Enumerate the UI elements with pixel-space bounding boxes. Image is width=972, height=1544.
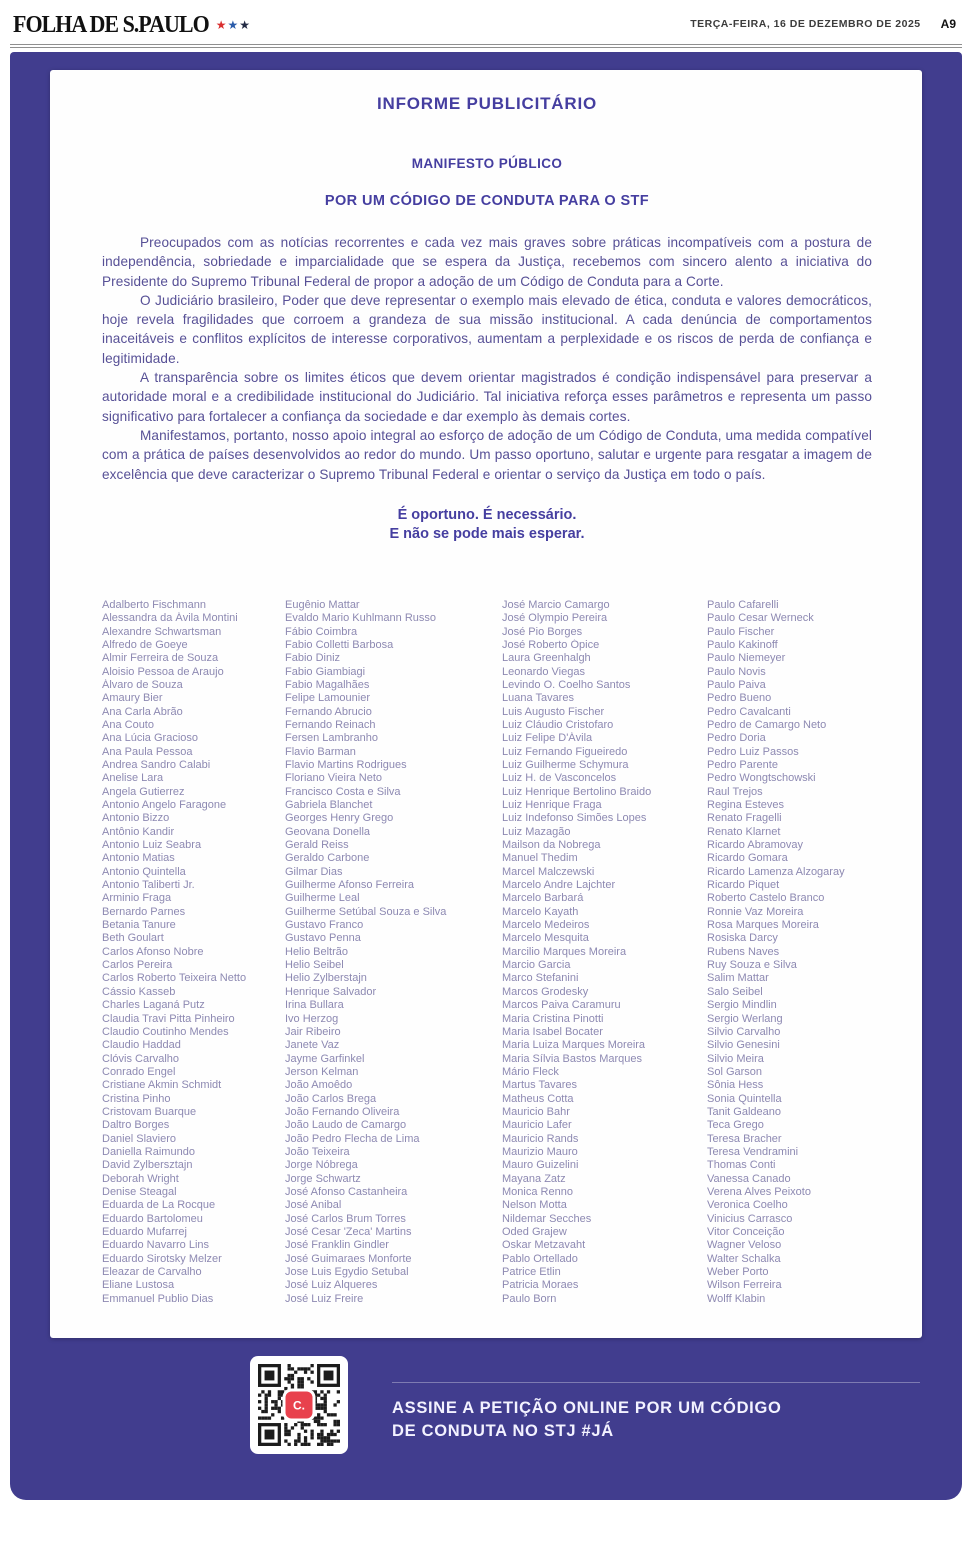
cta-line: DE CONDUTA NO STJ #JÁ — [392, 1422, 614, 1441]
signatory-name: Pedro Bueno — [707, 692, 772, 705]
manifesto-body — [102, 233, 872, 484]
signatory-name: Mauricio Bahr — [502, 1105, 570, 1118]
signatory-name: Carlos Roberto Teixeira Netto — [102, 972, 247, 985]
signatory-name: Daltro Borges — [102, 1119, 170, 1132]
signatory-name: Georges Henry Grego — [285, 812, 394, 825]
signatory-name: Gustavo Franco — [285, 919, 364, 932]
signatory-name: Eliane Lustosa — [102, 1279, 175, 1292]
signatory-name: Claudio Coutinho Mendes — [102, 1025, 229, 1038]
signatory-name: Fernando Abrucio — [285, 705, 372, 718]
signatory-name: Eduardo Bartolomeu — [102, 1212, 203, 1225]
signatory-name: Gilmar Dias — [285, 865, 343, 878]
star-icon: ★ — [239, 18, 250, 32]
signatory-name: Nelson Motta — [502, 1199, 567, 1212]
signatory-name: Ronnie Vaz Moreira — [707, 905, 804, 918]
signatory-name: Ana Paula Pessoa — [102, 745, 193, 758]
signatory-name: Vitor Conceição — [707, 1226, 785, 1239]
signatory-name: Mauricio Lafer — [502, 1119, 572, 1132]
signatory-name: Patrice Etlin — [502, 1266, 561, 1279]
signatory-name: Guilherme Leal — [285, 892, 360, 905]
signatory-name: Clóvis Carvalho — [102, 1052, 180, 1065]
signatory-name: Marcilio Marques Moreira — [502, 945, 627, 958]
signatory-name: Regina Esteves — [707, 799, 785, 812]
ad-kicker: INFORME PUBLICITÁRIO — [377, 94, 597, 113]
signatory-name: Renato Fragelli — [707, 812, 782, 825]
signatory-name: Luiz H. de Vasconcelos — [502, 772, 617, 785]
signatory-name: Marcio Garcia — [502, 959, 571, 972]
signatory-name: Luiz Felipe D'Ávila — [502, 732, 593, 745]
signatory-name: Guilherme Setúbal Souza e Silva — [285, 905, 447, 918]
manifesto-subtitle: POR UM CÓDIGO DE CONDUTA PARA O STF — [324, 193, 650, 209]
signatories-column-3 — [502, 599, 707, 1306]
signatory-name: Patricia Moraes — [502, 1279, 579, 1292]
signatory-name: Mayana Zatz — [502, 1172, 566, 1185]
signatory-name: Rosa Marques Moreira — [707, 919, 819, 932]
signatory-name: Luiz Guilherme Schymura — [502, 758, 629, 771]
signatory-name: Marcelo Kayath — [502, 905, 579, 918]
signatory-name: João Amoêdo — [285, 1079, 353, 1092]
signatory-name: Laura Greenhalgh — [502, 652, 591, 665]
signatory-name: Cristovam Buarque — [102, 1105, 197, 1118]
signatory-name: Gabriela Blanchet — [285, 799, 373, 812]
signatory-name: Antonio Matias — [102, 852, 175, 865]
signatory-name: Antônio Kandir — [102, 825, 175, 838]
signatory-name: Jose Luis Egydio Setubal — [285, 1266, 409, 1279]
signatory-name: Walter Schalka — [707, 1252, 781, 1265]
signatory-name: Luiz Indefonso Simões Lopes — [502, 812, 647, 825]
signatory-name: Guilherme Afonso Ferreira — [285, 879, 414, 892]
signatory-name: Flavio Martins Rodrigues — [285, 758, 407, 771]
signatory-name: Carlos Afonso Nobre — [102, 945, 204, 958]
signatory-name: Luiz Cláudio Cristofaro — [502, 718, 614, 731]
signatory-name: Ricardo Gomara — [707, 852, 788, 865]
signatory-name: Oded Grajew — [502, 1226, 567, 1239]
signatory-name: Ivo Herzog — [285, 1012, 339, 1025]
signatory-name: Jayme Garfinkel — [285, 1052, 365, 1065]
closing-line: É oportuno. É necessário. — [397, 506, 577, 523]
signatory-name: Conrado Engel — [102, 1065, 176, 1078]
signatory-name: Teresa Bracher — [707, 1132, 782, 1145]
signatory-name: Almir Ferreira de Souza — [102, 652, 219, 665]
signatory-name: Veronica Coelho — [707, 1199, 788, 1212]
signatory-name: Paulo Born — [502, 1292, 557, 1305]
signatory-name: Eleazar de Carvalho — [102, 1266, 202, 1279]
signatory-name: Denise Steagal — [102, 1185, 177, 1198]
signatory-name: João Teixeira — [285, 1145, 350, 1158]
signatory-name: Ricardo Piquet — [707, 879, 780, 892]
signatory-name: Charles Laganá Putz — [102, 999, 205, 1012]
signatory-name: Roberto Castelo Branco — [707, 892, 825, 905]
signatory-name: Leonardo Viegas — [502, 665, 585, 678]
signatory-name: Marcelo Andre Lajchter — [502, 879, 616, 892]
signatory-name: Cristina Pinho — [102, 1092, 171, 1105]
signatory-name: Gerald Reiss — [285, 839, 349, 852]
manifesto-card — [50, 70, 922, 1338]
signatory-name: José Franklin Gindler — [285, 1239, 389, 1252]
signatory-name: Beth Goulart — [102, 932, 164, 945]
signatory-name: Silvio Carvalho — [707, 1025, 781, 1038]
signatory-name: Daniel Slaviero — [102, 1132, 176, 1145]
signatory-name: Sol Garson — [707, 1065, 763, 1078]
signatory-name: Fernando Reinach — [285, 718, 376, 731]
signatory-name: Carlos Pereira — [102, 959, 173, 972]
signatory-name: Teresa Vendramini — [707, 1145, 799, 1158]
signatory-name: José Cesar 'Zeca' Martins — [285, 1226, 412, 1239]
signatory-name: Nildemar Secches — [502, 1212, 592, 1225]
signatory-name: Antonio Luiz Seabra — [102, 839, 202, 852]
signatory-name: Paulo Cesar Werneck — [707, 612, 814, 625]
manifesto-paragraph: O Judiciário brasileiro, Poder que deve representar o exemplo mais elevado de ética, conduta e valores democráticos, hoje revela fragilidades que corroem a grandeza de sua missão institucional. A cada denúncia de comportamentos inaceitáveis e conflitos explícitos de interesse corporativos, aumentam a perplexidade e os riscos de perda de confiança e legitimidade. — [102, 292, 872, 366]
signatory-name: Geovana Donella — [285, 825, 371, 838]
signatory-name: Antonio Taliberti Jr. — [102, 879, 195, 892]
signatory-name: Fabio Giambiagi — [285, 665, 366, 678]
signatory-name: Antonio Angelo Faragone — [102, 799, 227, 812]
signatory-name: Luis Augusto Fischer — [502, 705, 605, 718]
manifesto-paragraph: Manifestamos, portanto, nosso apoio integral ao esforço de adoção de um Código de Conduta, uma medida compatível com a prática de países desenvolvidos ao redor do mundo. Um passo oportuno, salutar e urgente para resgatar a imagem de excelência que deve caracterizar o Supremo Tribunal Federal e orientar o serviço da Justiça em todo o país. — [102, 427, 872, 482]
signatory-name: Levindo O. Coelho Santos — [502, 678, 631, 691]
cta-text-block — [392, 1356, 920, 1443]
signatory-name: Maria Isabel Bocater — [502, 1025, 603, 1038]
signatory-name: Ana Couto — [102, 718, 154, 731]
signatory-name: Helio Seibel — [285, 959, 344, 972]
signatory-name: Matheus Cotta — [502, 1092, 574, 1105]
signatory-name: Thomas Conti — [707, 1159, 776, 1172]
signatory-name: Fersen Lambranho — [285, 732, 378, 745]
signatory-name: Amaury Bier — [102, 692, 163, 705]
signatory-name: Eduardo Navarro Lins — [102, 1239, 210, 1252]
signatory-name: Maria Cristina Pinotti — [502, 1012, 604, 1025]
signatory-name: Eduarda de La Rocque — [102, 1199, 216, 1212]
signatory-name: Fábio Coimbra — [285, 625, 358, 638]
signatory-name: Emmanuel Publio Dias — [102, 1292, 214, 1305]
page-number: A9 — [940, 17, 956, 31]
signatory-name: Eduardo Mufarrej — [102, 1226, 187, 1239]
signatory-name: Paulo Cafarelli — [707, 598, 779, 611]
signatory-name: Antonio Quintella — [102, 865, 186, 878]
signatory-name: Marco Stefanini — [502, 972, 579, 985]
signatory-name: João Fernando Oliveira — [285, 1105, 400, 1118]
signatory-name: José Roberto Ópice — [502, 638, 600, 651]
signatory-name: Sonia Quintella — [707, 1092, 782, 1105]
signatory-name: Antonio Bizzo — [102, 812, 170, 825]
star-icon: ★ — [227, 18, 239, 32]
signatory-name: Marcelo Medeiros — [502, 919, 590, 932]
signatory-name: Eugênio Mattar — [285, 598, 360, 611]
petition-cta — [250, 1356, 920, 1454]
signatory-name: Helio Beltrão — [285, 945, 348, 958]
manifesto-paragraph: Preocupados com as notícias recorrentes e cada vez mais graves sobre práticas incompatíveis com a postura de independência, sobriedade e imparcialidade que se espera da Justiça, recebemos com sincero alento a iniciativa do Presidente do Supremo Tribunal Federal de propor a adoção de um Código de Conduta para a Corte. — [102, 235, 872, 289]
signatories-column-4 — [707, 599, 872, 1306]
closing-line: E não se pode mais esperar. — [389, 526, 585, 543]
signatory-name: Monica Renno — [502, 1185, 573, 1198]
signatory-name: Jair Ribeiro — [285, 1025, 341, 1038]
signatory-name: Paulo Novis — [707, 665, 766, 678]
signatory-name: Helio Zylberstajn — [285, 972, 367, 985]
closing-statement — [102, 506, 872, 545]
signatory-name: Anelise Lara — [102, 772, 164, 785]
signatory-name: Irina Bullara — [285, 999, 344, 1012]
signatory-name: José Afonso Castanheira — [285, 1185, 408, 1198]
signatory-name: Gustavo Penna — [285, 932, 361, 945]
signatory-name: Adalberto Fischmann — [102, 598, 206, 611]
signatory-name: Angela Gutierrez — [102, 785, 185, 798]
signatory-name: Luiz Henrique Bertolino Braido — [502, 785, 652, 798]
signatory-name: Ana Carla Abrão — [102, 705, 183, 718]
signatory-name: Deborah Wright — [102, 1172, 179, 1185]
signatory-name: Marcel Malczewski — [502, 865, 595, 878]
advertisement-block — [10, 52, 962, 1500]
signatory-name: Raul Trejos — [707, 785, 763, 798]
signatory-name: Maurizio Mauro — [502, 1145, 578, 1158]
signatory-name: Ricardo Lamenza Alzogaray — [707, 865, 845, 878]
cta-line: ASSINE A PETIÇÃO ONLINE POR UM CÓDIGO — [392, 1399, 782, 1418]
signatory-name: Andrea Sandro Calabi — [102, 758, 211, 771]
manifesto-paragraph: A transparência sobre os limites éticos que devem orientar magistrados é condição indispensável para preservar a autoridade moral e a credibilidade institucional do Judiciário. Tal iniciativa reforça esses parâmetros e representa um passo significativo para fortalecer a confiança da sociedade e dar exemplo às demais cortes. — [102, 370, 872, 424]
signatory-name: Paulo Paiva — [707, 678, 766, 691]
signatory-name: Marcos Grodesky — [502, 985, 589, 998]
signatory-name: Wilson Ferreira — [707, 1279, 782, 1292]
signatory-name: José Anibal — [285, 1199, 342, 1212]
signatory-name: João Laudo de Camargo — [285, 1119, 407, 1132]
signatory-name: Claudio Haddad — [102, 1039, 181, 1052]
signatory-name: José Luiz Freire — [285, 1292, 364, 1305]
signatory-name: Fabio Colletti Barbosa — [285, 638, 394, 651]
signatory-name: Henrique Salvador — [285, 985, 377, 998]
signatories-column-1 — [102, 599, 285, 1306]
signatory-name: Rosiska Darcy — [707, 932, 778, 945]
signatory-name: Francisco Costa e Silva — [285, 785, 401, 798]
signatory-name: Silvio Genesini — [707, 1039, 780, 1052]
signatory-name: Aloisio Pessoa de Araujo — [102, 665, 224, 678]
signatory-name: Fabio Magalhães — [285, 678, 370, 691]
signatory-name: João Carlos Brega — [285, 1092, 377, 1105]
signatory-name: Jorge Nóbrega — [285, 1159, 358, 1172]
signatory-name: José Olympio Pereira — [502, 612, 608, 625]
signatory-name: Pedro de Camargo Neto — [707, 718, 827, 731]
newspaper-masthead — [0, 0, 972, 42]
signatory-name: Arminio Fraga — [102, 892, 172, 905]
signatory-name: Jerson Kelman — [285, 1065, 359, 1078]
signatories-column-2 — [285, 599, 502, 1306]
signatory-name: José Carlos Brum Torres — [285, 1212, 406, 1225]
signatory-name: Eduardo Sirotsky Melzer — [102, 1252, 222, 1265]
signatory-name: Pedro Luiz Passos — [707, 745, 799, 758]
signatory-name: Wagner Veloso — [707, 1239, 782, 1252]
signatory-name: Ana Lúcia Gracioso — [102, 732, 198, 745]
signatory-name: Martus Tavares — [502, 1079, 577, 1092]
signatory-name: Betania Tanure — [102, 919, 176, 932]
signatory-name: José Luiz Alqueres — [285, 1279, 378, 1292]
signatory-name: Rubens Naves — [707, 945, 780, 958]
masthead-stars — [216, 16, 250, 32]
signatory-name: Ricardo Abramovay — [707, 839, 803, 852]
signatory-name: Teca Grego — [707, 1119, 764, 1132]
signatory-name: Pablo Ortellado — [502, 1252, 578, 1265]
signatory-name: Cássio Kasseb — [102, 985, 176, 998]
signatory-name: Maria Luiza Marques Moreira — [502, 1039, 646, 1052]
signatory-name: Alexandre Schwartsman — [102, 625, 222, 638]
signatory-name: Fabio Diniz — [285, 652, 341, 665]
edition-date: TERÇA-FEIRA, 16 DE DEZEMBRO DE 2025 — [690, 18, 921, 30]
signatory-name: Vinicius Carrasco — [707, 1212, 793, 1225]
signatory-name: Geraldo Carbone — [285, 852, 370, 865]
signatory-name: Janete Vaz — [285, 1039, 340, 1052]
cta-divider — [392, 1382, 920, 1383]
signatory-name: Marcos Paiva Caramuru — [502, 999, 621, 1012]
signatory-name: Marcelo Mesquita — [502, 932, 589, 945]
manifesto-title: MANIFESTO PÚBLICO — [411, 156, 563, 171]
signatory-name: Floriano Vieira Neto — [285, 772, 383, 785]
signatory-name: Alessandra da Ávila Montini — [102, 612, 238, 625]
masthead-divider — [10, 44, 962, 48]
signatory-name: Bernardo Parnes — [102, 905, 186, 918]
signatory-name: Renato Klarnet — [707, 825, 781, 838]
signatory-name: Mailson da Nobrega — [502, 839, 601, 852]
signatory-name: Evaldo Mario Kuhlmann Russo — [285, 612, 437, 625]
signatory-name: Paulo Niemeyer — [707, 652, 786, 665]
newspaper-logo: FOLHA DE S.PAULO — [13, 9, 209, 38]
signatory-name: Verena Alves Peixoto — [707, 1185, 811, 1198]
signatory-name: Álvaro de Souza — [102, 678, 183, 691]
signatory-name: Mário Fleck — [502, 1065, 559, 1078]
signatory-name: Vanessa Canado — [707, 1172, 791, 1185]
signatory-name: Alfredo de Goeye — [102, 638, 188, 651]
signatory-name: David Zylbersztajn — [102, 1159, 193, 1172]
cta-text — [392, 1397, 920, 1443]
signatory-name: Ruy Souza e Silva — [707, 959, 797, 972]
signatory-name: Sônia Hess — [707, 1079, 764, 1092]
signatory-name: Cristiane Akmin Schmidt — [102, 1079, 222, 1092]
signatory-name: José Marcio Camargo — [502, 598, 610, 611]
signatory-name: Sergio Werlang — [707, 1012, 783, 1025]
signatory-name: João Pedro Flecha de Lima — [285, 1132, 420, 1145]
signatory-name: Weber Porto — [707, 1266, 769, 1279]
signatory-name: Jorge Schwartz — [285, 1172, 361, 1185]
signatory-name: Paulo Fischer — [707, 625, 775, 638]
signatory-name: Paulo Kakinoff — [707, 638, 778, 651]
signatory-name: Sergio Mindlin — [707, 999, 777, 1012]
signatory-name: Pedro Wongtschowski — [707, 772, 816, 785]
star-icon: ★ — [215, 18, 227, 32]
signatory-name: Oskar Metzavaht — [502, 1239, 586, 1252]
signatory-name: Salim Mattar — [707, 972, 769, 985]
signatory-name: Maria Sílvia Bastos Marques — [502, 1052, 642, 1065]
signatory-name: Luiz Henrique Fraga — [502, 799, 602, 812]
qr-code-container — [250, 1356, 348, 1454]
signatory-name: Pedro Cavalcanti — [707, 705, 791, 718]
signatory-name: José Pio Borges — [502, 625, 583, 638]
signatory-name: Luiz Mazagão — [502, 825, 571, 838]
signatory-name: Luiz Fernando Figueiredo — [502, 745, 628, 758]
signatory-name: Flavio Barman — [285, 745, 356, 758]
signatory-name: Luana Tavares — [502, 692, 574, 705]
signatory-name: Pedro Parente — [707, 758, 778, 771]
signatory-name: Tanit Galdeano — [707, 1105, 781, 1118]
signatory-name: Mauro Guizelini — [502, 1159, 579, 1172]
signatory-name: Felipe Lamounier — [285, 692, 370, 705]
signatory-name: Daniella Raimundo — [102, 1145, 195, 1158]
signatory-name: Manuel Thedim — [502, 852, 578, 865]
signatory-name: Silvio Meira — [707, 1052, 764, 1065]
signatory-name: José Guimaraes Monforte — [285, 1252, 412, 1265]
qr-center-badge: C. — [286, 1392, 313, 1419]
signatory-name: Salo Seibel — [707, 985, 763, 998]
signatory-name: Mauricio Rands — [502, 1132, 579, 1145]
signatory-name: Wolff Klabin — [707, 1292, 766, 1305]
signatory-name: Marcelo Barbará — [502, 892, 584, 905]
signatories-list — [102, 599, 872, 1306]
signatory-name: Claudia Travi Pitta Pinheiro — [102, 1012, 235, 1025]
signatory-name: Pedro Doria — [707, 732, 766, 745]
